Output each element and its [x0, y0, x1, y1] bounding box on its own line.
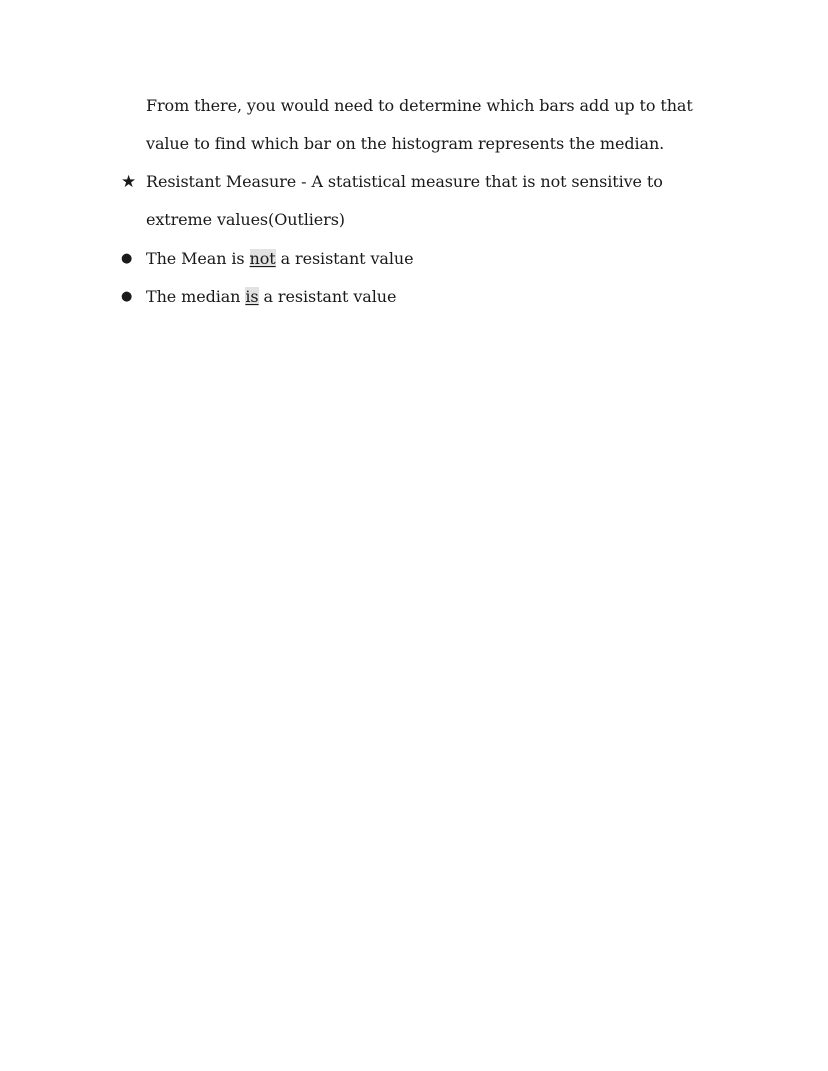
emphasis-not: not	[249, 249, 276, 268]
star-item-line-1: Resistant Measure - A statistical measure that is not sensitive to	[146, 172, 663, 191]
star-bullet-icon: ★	[121, 172, 137, 192]
emphasis-is: is	[245, 287, 259, 306]
star-item-line-2: extreme values(Outliers)	[146, 210, 345, 229]
bullet-item-median	[146, 287, 396, 307]
paragraph-line-1: From there, you would need to determine which bars add up to that	[146, 96, 693, 115]
bullet-dot-icon: ●	[121, 251, 133, 266]
bullet-item-text: The median	[146, 287, 246, 306]
bullet-item-text: a resistant value	[275, 249, 414, 268]
bullet-item-mean	[146, 249, 413, 269]
bullet-item-text: The Mean is	[146, 249, 250, 268]
paragraph-line-2: value to find which bar on the histogram represents the median.	[146, 134, 665, 153]
bullet-item-text: a resistant value	[258, 287, 397, 306]
bullet-dot-icon: ●	[121, 289, 133, 304]
